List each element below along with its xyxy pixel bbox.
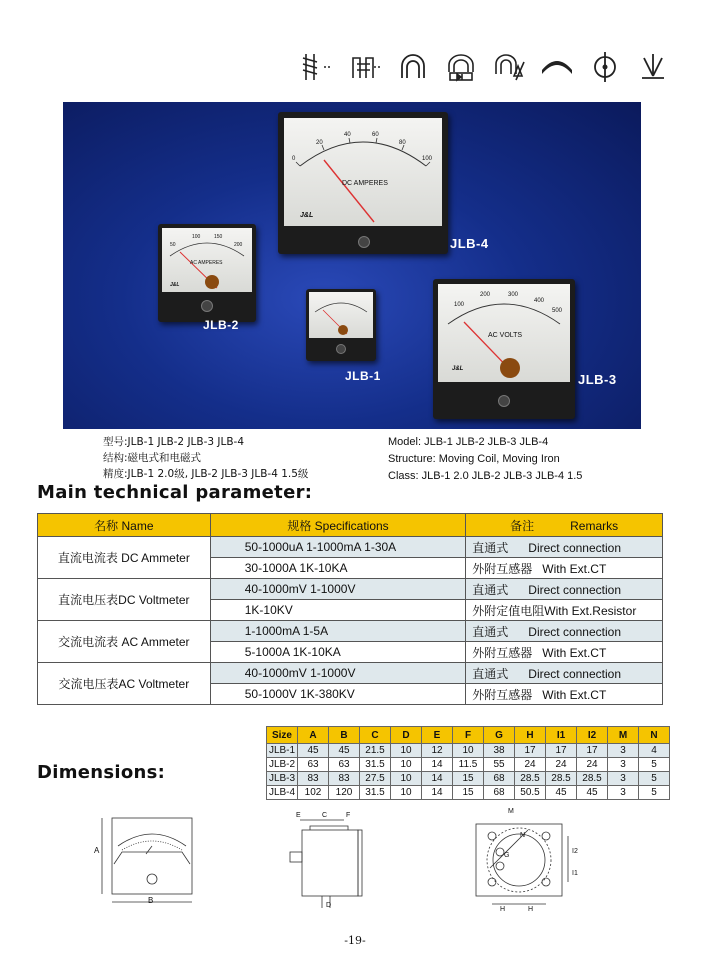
meter-tick: 300 bbox=[508, 292, 519, 298]
dim-cell: 31.5 bbox=[360, 786, 391, 800]
dim-label-i1: I1 bbox=[572, 870, 578, 877]
dim-header: I2 bbox=[577, 727, 608, 744]
side-view-drawing bbox=[282, 812, 372, 912]
dim-cell: 14 bbox=[422, 786, 453, 800]
meter-tick: 60 bbox=[372, 132, 379, 138]
brand-logo: J&L bbox=[300, 212, 314, 219]
dim-cell: 3 bbox=[608, 758, 639, 772]
thermocouple-icon bbox=[492, 50, 526, 84]
dim-label-d: D bbox=[326, 902, 332, 909]
dim-header: E bbox=[422, 727, 453, 744]
dim-cell: 14 bbox=[422, 758, 453, 772]
dim-cell: 31.5 bbox=[360, 758, 391, 772]
dim-header: H bbox=[515, 727, 546, 744]
back-view-drawing bbox=[470, 810, 580, 914]
dim-header: F bbox=[453, 727, 484, 744]
model-en: Model: JLB-1 JLB-2 JLB-3 JLB-4 bbox=[388, 436, 549, 448]
arc-scale-icon bbox=[540, 50, 574, 84]
dim-cell: 10 bbox=[391, 786, 422, 800]
meter-scale bbox=[309, 292, 373, 338]
spec-cell: 1K-10KV bbox=[210, 600, 466, 621]
dim-cell: JLB-4 bbox=[267, 786, 298, 800]
dim-cell: 17 bbox=[546, 744, 577, 758]
meter-face-label: DC AMPERES bbox=[342, 180, 388, 187]
dim-cell: 10 bbox=[453, 744, 484, 758]
model-cn: 型号:JLB-1 JLB-2 JLB-3 JLB-4 bbox=[103, 436, 245, 448]
remark-cn: 外附互感器 bbox=[472, 561, 533, 576]
dim-header: B bbox=[329, 727, 360, 744]
meter-label-jlb-3: JLB-3 bbox=[578, 372, 617, 387]
dim-cell: JLB-2 bbox=[267, 758, 298, 772]
dim-label-m: M bbox=[508, 808, 514, 815]
dim-cell: 27.5 bbox=[360, 772, 391, 786]
table-header-row bbox=[38, 514, 663, 537]
main-parameter-title: Main technical parameter: bbox=[37, 482, 313, 503]
dimension-table bbox=[266, 726, 670, 800]
dim-cell: 5 bbox=[639, 758, 670, 772]
remark-en: With Ext.CT bbox=[542, 687, 607, 702]
dim-label-i2: I2 bbox=[572, 848, 578, 855]
meter-tick: 20 bbox=[316, 140, 323, 146]
dim-cell: 45 bbox=[577, 786, 608, 800]
dim-cell: 83 bbox=[329, 772, 360, 786]
dim-cell: 4 bbox=[639, 744, 670, 758]
dimensions-title: Dimensions: bbox=[37, 762, 166, 783]
dim-cell: 15 bbox=[453, 772, 484, 786]
product-photo bbox=[63, 102, 641, 429]
table-row bbox=[38, 579, 663, 600]
dim-cell: 24 bbox=[546, 758, 577, 772]
dim-cell: 10 bbox=[391, 758, 422, 772]
product-name: 交流电流表 AC Ammeter bbox=[38, 621, 211, 663]
class-en: Class: JLB-1 2.0 JLB-2 JLB-3 JLB-4 1.5 bbox=[388, 470, 583, 482]
meter-tick: 100 bbox=[422, 156, 433, 162]
product-name: 交流电压表AC Voltmeter bbox=[38, 663, 211, 705]
dim-header: G bbox=[484, 727, 515, 744]
meter-tick: 0 bbox=[292, 156, 296, 162]
meter-label-jlb-4: JLB-4 bbox=[450, 236, 489, 251]
meter-tick: 400 bbox=[534, 298, 545, 304]
dimension-header-row bbox=[267, 727, 670, 744]
dim-label-g: G bbox=[504, 852, 510, 859]
meter-tick: 80 bbox=[399, 140, 406, 146]
dim-cell: 3 bbox=[608, 772, 639, 786]
dim-cell: 15 bbox=[453, 786, 484, 800]
meter-tick: 500 bbox=[552, 308, 563, 314]
dim-cell: 45 bbox=[546, 786, 577, 800]
table-row bbox=[38, 537, 663, 558]
spec-cell: 1-1000mA 1-5A bbox=[210, 621, 466, 642]
meter-face-label: AC AMPERES bbox=[190, 260, 223, 266]
remark-en: Direct connection bbox=[528, 540, 621, 555]
moving-iron-icon bbox=[300, 50, 334, 84]
zero-adjust-knob bbox=[336, 344, 346, 354]
dim-cell: 12 bbox=[422, 744, 453, 758]
dim-cell: 17 bbox=[515, 744, 546, 758]
remarks-cell bbox=[466, 579, 663, 600]
vertical-use-icon bbox=[588, 50, 622, 84]
moving-coil-icon bbox=[348, 50, 382, 84]
dim-label-f: F bbox=[346, 812, 351, 819]
remark-cn: 直通式 bbox=[472, 582, 509, 597]
header-remarks-cn: 备注 bbox=[510, 518, 535, 533]
dim-cell: 10 bbox=[391, 772, 422, 786]
spec-cell: 40-1000mV 1-1000V bbox=[210, 663, 466, 684]
meter-tick: 200 bbox=[234, 242, 243, 248]
remarks-cell bbox=[466, 663, 663, 684]
remark-en: With Ext.CT bbox=[542, 645, 607, 660]
meter-jlb-3 bbox=[433, 279, 575, 419]
meter-jlb-4 bbox=[278, 112, 448, 254]
symbol-strip bbox=[300, 48, 670, 86]
dim-cell: 63 bbox=[298, 758, 329, 772]
info-en bbox=[388, 434, 582, 485]
dim-cell: 83 bbox=[298, 772, 329, 786]
dim-cell: 5 bbox=[639, 772, 670, 786]
dim-cell: 24 bbox=[577, 758, 608, 772]
dim-cell: 28.5 bbox=[515, 772, 546, 786]
header-name: 名称 Name bbox=[38, 514, 211, 537]
panel-mount-icon bbox=[636, 50, 670, 84]
info-cn bbox=[103, 434, 308, 482]
remark-en: With Ext.Resistor bbox=[544, 603, 637, 618]
dim-cell: 17 bbox=[577, 744, 608, 758]
remark-en: Direct connection bbox=[528, 624, 621, 639]
remarks-cell bbox=[466, 537, 663, 558]
table-row bbox=[38, 663, 663, 684]
dim-cell: 120 bbox=[329, 786, 360, 800]
remark-cn: 外附互感器 bbox=[472, 645, 533, 660]
meter-tick: 150 bbox=[214, 234, 223, 240]
zero-adjust-knob bbox=[498, 395, 510, 407]
meter-tick: 100 bbox=[192, 234, 201, 240]
remark-cn: 外附定值电阻 bbox=[472, 603, 545, 618]
table-row bbox=[38, 621, 663, 642]
remark-en: Direct connection bbox=[528, 666, 621, 681]
zero-adjust-knob bbox=[358, 236, 370, 248]
dim-cell: JLB-1 bbox=[267, 744, 298, 758]
structure-cn: 结构:磁电式和电磁式 bbox=[103, 452, 202, 464]
dim-header: Size bbox=[267, 727, 298, 744]
remarks-cell bbox=[466, 684, 663, 705]
zero-adjust-knob bbox=[201, 300, 213, 312]
meter-label-jlb-1: JLB-1 bbox=[345, 369, 381, 383]
brand-logo: J&L bbox=[452, 366, 464, 372]
dim-header: I1 bbox=[546, 727, 577, 744]
dim-cell: 45 bbox=[329, 744, 360, 758]
page-number: -19- bbox=[344, 934, 366, 947]
structure-en: Structure: Moving Coil, Moving Iron bbox=[388, 453, 560, 465]
dim-cell: 3 bbox=[608, 786, 639, 800]
dimension-row bbox=[267, 772, 670, 786]
dim-header: A bbox=[298, 727, 329, 744]
parameter-table bbox=[37, 513, 663, 705]
front-view-drawing bbox=[92, 812, 202, 912]
meter-scale bbox=[284, 118, 442, 226]
dimension-row bbox=[267, 786, 670, 800]
remarks-cell bbox=[466, 621, 663, 642]
dim-cell: 10 bbox=[391, 744, 422, 758]
moving-magnet-icon bbox=[396, 50, 430, 84]
dim-cell: 5 bbox=[639, 786, 670, 800]
spec-cell: 50-1000V 1K-380KV bbox=[210, 684, 466, 705]
meter-tick: 40 bbox=[344, 132, 351, 138]
dim-cell: 11.5 bbox=[453, 758, 484, 772]
dimension-row bbox=[267, 744, 670, 758]
product-name: 直流电压表DC Voltmeter bbox=[38, 579, 211, 621]
dim-cell: 63 bbox=[329, 758, 360, 772]
dim-label-e: E bbox=[296, 812, 301, 819]
dim-label-n: N bbox=[520, 832, 526, 839]
dim-label-b: B bbox=[148, 896, 154, 905]
spec-cell: 30-1000A 1K-10KA bbox=[210, 558, 466, 579]
remark-cn: 直通式 bbox=[472, 540, 509, 555]
dim-header: N bbox=[639, 727, 670, 744]
spec-cell: 40-1000mV 1-1000V bbox=[210, 579, 466, 600]
dim-cell: 102 bbox=[298, 786, 329, 800]
dim-cell: 14 bbox=[422, 772, 453, 786]
header-remarks-en: Remarks bbox=[570, 518, 619, 533]
dim-cell: JLB-3 bbox=[267, 772, 298, 786]
remark-cn: 直通式 bbox=[472, 624, 509, 639]
class-cn: 精度:JLB-1 2.0级, JLB-2 JLB-3 JLB-4 1.5级 bbox=[103, 468, 309, 480]
dim-cell: 68 bbox=[484, 772, 515, 786]
dim-cell: 45 bbox=[298, 744, 329, 758]
dim-cell: 3 bbox=[608, 744, 639, 758]
meter-tick: 100 bbox=[454, 302, 465, 308]
meter-tick: 200 bbox=[480, 292, 491, 298]
dim-cell: 24 bbox=[515, 758, 546, 772]
header-remarks bbox=[466, 514, 663, 537]
dim-header: M bbox=[608, 727, 639, 744]
spec-cell: 5-1000A 1K-10KA bbox=[210, 642, 466, 663]
dim-cell: 50.5 bbox=[515, 786, 546, 800]
dim-cell: 28.5 bbox=[546, 772, 577, 786]
meter-face-label: AC VOLTS bbox=[488, 332, 523, 339]
meter-jlb-2 bbox=[158, 224, 256, 322]
dim-cell: 28.5 bbox=[577, 772, 608, 786]
rectifier-icon bbox=[444, 50, 478, 84]
header-spec: 规格 Specifications bbox=[210, 514, 466, 537]
meter-jlb-1 bbox=[306, 289, 376, 361]
brand-logo: J&L bbox=[170, 282, 180, 288]
dim-cell: 38 bbox=[484, 744, 515, 758]
meter-label-jlb-2: JLB-2 bbox=[203, 318, 239, 332]
dimension-row bbox=[267, 758, 670, 772]
remark-en: Direct connection bbox=[528, 582, 621, 597]
dim-header: D bbox=[391, 727, 422, 744]
remark-cn: 直通式 bbox=[472, 666, 509, 681]
remarks-cell bbox=[466, 600, 663, 621]
remark-cn: 外附互感器 bbox=[472, 687, 533, 702]
dim-label-h2: H bbox=[528, 906, 534, 913]
remark-en: With Ext.CT bbox=[542, 561, 607, 576]
remarks-cell bbox=[466, 642, 663, 663]
dim-cell: 55 bbox=[484, 758, 515, 772]
dim-header: C bbox=[360, 727, 391, 744]
spec-cell: 50-1000uA 1-1000mA 1-30A bbox=[210, 537, 466, 558]
dim-label-h1: H bbox=[500, 906, 506, 913]
product-name: 直流电流表 DC Ammeter bbox=[38, 537, 211, 579]
dim-cell: 68 bbox=[484, 786, 515, 800]
remarks-cell bbox=[466, 558, 663, 579]
meter-tick: 50 bbox=[170, 242, 176, 248]
dim-cell: 21.5 bbox=[360, 744, 391, 758]
dim-label-a: A bbox=[94, 846, 100, 855]
dim-label-c: C bbox=[322, 812, 328, 819]
